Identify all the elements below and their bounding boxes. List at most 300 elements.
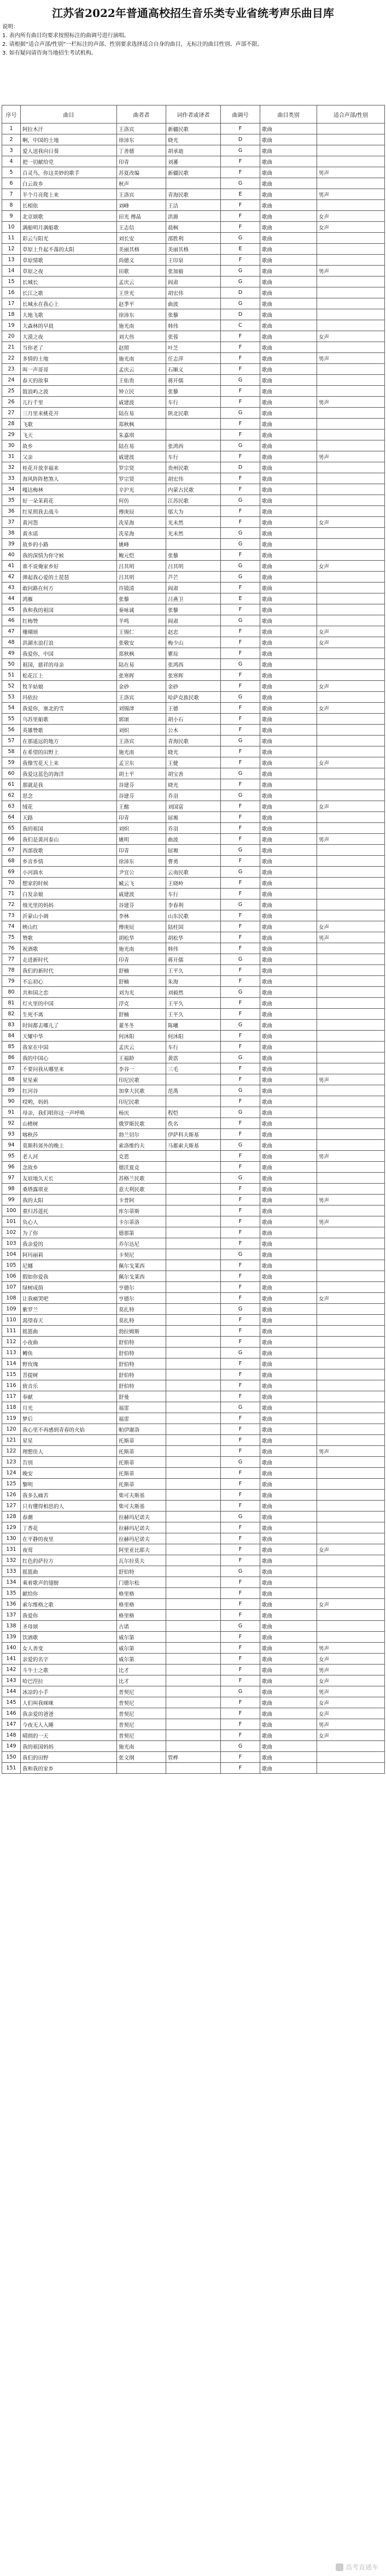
category: 歌曲 <box>260 1173 317 1184</box>
key: G <box>221 1402 260 1413</box>
composer: 帕伊谢洛 <box>117 1424 166 1435</box>
key: F <box>221 1632 260 1643</box>
voice-part <box>317 320 385 331</box>
table-row <box>2 1118 385 1129</box>
key: G <box>221 145 260 156</box>
category: 歌曲 <box>260 856 317 867</box>
table-row <box>2 943 385 954</box>
composer: 谷建芬 <box>117 899 166 910</box>
composer: 姚峰 <box>117 539 166 550</box>
lyricist <box>166 1184 221 1195</box>
key: G <box>221 1020 260 1031</box>
voice-part <box>317 1533 385 1544</box>
composer: 印青 <box>117 156 166 167</box>
composer: 格里格 <box>117 1599 166 1610</box>
category: 歌曲 <box>260 145 317 156</box>
category: 歌曲 <box>260 353 317 364</box>
table-row <box>2 1063 385 1074</box>
key: G <box>221 539 260 550</box>
composer: 张文纲 <box>117 1752 166 1763</box>
category: 歌曲 <box>260 1599 317 1610</box>
row-number: 112 <box>2 1337 21 1348</box>
song-title: 哎哟，妈妈 <box>21 1096 117 1107</box>
key: F <box>221 473 260 484</box>
table-row <box>2 1129 385 1140</box>
voice-part <box>317 1588 385 1599</box>
key: G <box>221 615 260 626</box>
voice-part <box>317 419 385 430</box>
table-row <box>2 430 385 440</box>
lyricist: 山东民歌 <box>166 910 221 921</box>
category: 歌曲 <box>260 626 317 637</box>
row-number: 146 <box>2 1708 21 1719</box>
key: F <box>221 1588 260 1599</box>
voice-part <box>317 725 385 736</box>
table-row <box>2 189 385 200</box>
row-number: 68 <box>2 856 21 867</box>
key: F <box>221 430 260 440</box>
row-number: 77 <box>2 954 21 965</box>
key: F <box>221 583 260 593</box>
key: G <box>221 845 260 856</box>
row-number: 59 <box>2 757 21 768</box>
lyricist <box>166 1665 221 1675</box>
song-title: 海风阵阵愁煞人 <box>21 473 117 484</box>
lyricist: 阎肃 <box>166 583 221 593</box>
key: F <box>221 1479 260 1490</box>
table-row <box>2 1052 385 1063</box>
table-row <box>2 1544 385 1555</box>
category: 歌曲 <box>260 1402 317 1413</box>
table-row <box>2 1162 385 1173</box>
song-title: 祖国，慈祥的母亲 <box>21 659 117 670</box>
table-row <box>2 287 385 298</box>
key: F <box>221 1708 260 1719</box>
key: F <box>221 1162 260 1173</box>
table-row <box>2 1391 385 1402</box>
composer: 托斯蒂 <box>117 1457 166 1468</box>
key: F <box>221 1282 260 1293</box>
table-row <box>2 211 385 222</box>
song-title: 不忘初心 <box>21 976 117 987</box>
voice-part <box>317 1107 385 1118</box>
category: 歌曲 <box>260 255 317 266</box>
composer: 印青 <box>117 954 166 965</box>
song-title: 草原上升起不落的太阳 <box>21 244 117 255</box>
key: C <box>221 320 260 331</box>
song-title: 北京颂歌 <box>21 211 117 222</box>
table-row <box>2 386 385 397</box>
lyricist <box>166 1435 221 1446</box>
category: 歌曲 <box>260 200 317 211</box>
voice-part: 女声 <box>317 637 385 648</box>
row-number: 52 <box>2 681 21 692</box>
table-row <box>2 670 385 681</box>
table-row <box>2 266 385 277</box>
voice-part: 女声 <box>317 626 385 637</box>
category: 歌曲 <box>260 1031 317 1042</box>
song-title: 牧羊姑娘 <box>21 681 117 692</box>
row-number: 29 <box>2 430 21 440</box>
table-row <box>2 1085 385 1096</box>
lyricist: 光未然 <box>166 528 221 539</box>
category: 歌曲 <box>260 954 317 965</box>
voice-part <box>317 506 385 517</box>
row-number: 124 <box>2 1468 21 1479</box>
category: 歌曲 <box>260 736 317 746</box>
table-row <box>2 255 385 266</box>
key: F <box>221 637 260 648</box>
voice-part <box>317 1031 385 1042</box>
category: 歌曲 <box>260 178 317 189</box>
row-number: 130 <box>2 1533 21 1544</box>
lyricist <box>166 1195 221 1205</box>
category: 歌曲 <box>260 703 317 714</box>
category: 歌曲 <box>260 331 317 342</box>
voice-part <box>317 910 385 921</box>
song-title: 灯火里的中国 <box>21 998 117 1009</box>
song-title: 映山红 <box>21 921 117 932</box>
composer: 辛沪光 <box>117 484 166 495</box>
row-number: 108 <box>2 1293 21 1304</box>
category: 歌曲 <box>260 801 317 812</box>
composer: 莫扎特 <box>117 1315 166 1326</box>
row-number: 89 <box>2 1085 21 1096</box>
song-title: 山楂树 <box>21 1118 117 1129</box>
key: F <box>221 725 260 736</box>
voice-part <box>317 156 385 167</box>
voice-part <box>317 1315 385 1326</box>
lyricist <box>166 1566 221 1577</box>
song-title: 乌苏里船歌 <box>21 714 117 725</box>
category: 歌曲 <box>260 921 317 932</box>
composer: 拉赫玛尼诺夫 <box>117 1512 166 1522</box>
category: 歌曲 <box>260 1380 317 1391</box>
song-title: 草原之夜 <box>21 266 117 277</box>
key: F <box>221 200 260 211</box>
table-row <box>2 856 385 867</box>
key: F <box>221 1522 260 1533</box>
key: D <box>221 462 260 473</box>
row-number: 92 <box>2 1118 21 1129</box>
composer: 胡松华 <box>117 932 166 943</box>
composer: 勃兰切尔 <box>117 1129 166 1140</box>
voice-part <box>317 309 385 320</box>
key: G <box>221 867 260 878</box>
key: F <box>221 517 260 528</box>
song-title: 桂花开放幸福来 <box>21 462 117 473</box>
row-number: 103 <box>2 1238 21 1249</box>
song-title: 绿树成荫 <box>21 1282 117 1293</box>
composer: 刘峰 <box>117 200 166 211</box>
composer: 索洛维约夫 <box>117 1140 166 1151</box>
song-title: 我像雪花天上来 <box>21 757 117 768</box>
row-number: 34 <box>2 484 21 495</box>
key: F <box>221 123 260 134</box>
category: 歌曲 <box>260 1162 317 1173</box>
category: 歌曲 <box>260 1719 317 1730</box>
composer: 吕其明 <box>117 561 166 572</box>
row-number: 85 <box>2 1042 21 1052</box>
voice-part <box>317 878 385 889</box>
key: G <box>221 440 260 451</box>
row-number: 80 <box>2 987 21 998</box>
voice-part <box>317 1118 385 1129</box>
key: F <box>221 626 260 637</box>
table-row <box>2 583 385 593</box>
table-row <box>2 1577 385 1588</box>
table-row <box>2 1522 385 1533</box>
song-title: 彩云与阳光 <box>21 233 117 244</box>
row-number: 144 <box>2 1686 21 1697</box>
composer: 柴可夫斯基 <box>117 1501 166 1512</box>
key: F <box>221 1577 260 1588</box>
composer: 秋声 <box>117 178 166 189</box>
table-row <box>2 298 385 309</box>
category: 歌曲 <box>260 648 317 659</box>
category: 歌曲 <box>260 189 317 200</box>
category: 歌曲 <box>260 419 317 430</box>
row-number: 133 <box>2 1566 21 1577</box>
song-title: 索尔维格之歌 <box>21 1599 117 1610</box>
voice-part <box>317 746 385 757</box>
key: F <box>221 1031 260 1042</box>
voice-part <box>317 823 385 834</box>
table-row <box>2 1282 385 1293</box>
table-row <box>2 462 385 473</box>
song-title: 人们叫我咪咪 <box>21 1697 117 1708</box>
composer: 克恩 <box>117 1151 166 1162</box>
lyricist <box>166 1282 221 1293</box>
lyricist: 贵州民歌 <box>166 462 221 473</box>
key: D <box>221 134 260 145</box>
table-row <box>2 1304 385 1315</box>
table-row <box>2 1227 385 1238</box>
song-title: 黎明 <box>21 1479 117 1490</box>
category: 歌曲 <box>260 1326 317 1337</box>
song-title: 在那遥远的地方 <box>21 736 117 746</box>
category: 歌曲 <box>260 495 317 506</box>
song-title: 时间都去哪儿了 <box>21 1020 117 1031</box>
row-number: 4 <box>2 156 21 167</box>
lyricist: 蒋开儒 <box>166 954 221 965</box>
voice-part <box>317 462 385 473</box>
table-row <box>2 178 385 189</box>
composer: 谷建芬 <box>117 790 166 801</box>
song-title: 红梅赞 <box>21 615 117 626</box>
composer: 舒伯特 <box>117 1380 166 1391</box>
lyricist <box>166 1522 221 1533</box>
voice-part <box>317 1741 385 1752</box>
voice-part <box>317 899 385 910</box>
category: 歌曲 <box>260 670 317 681</box>
voice-part <box>317 583 385 593</box>
table-row <box>2 1533 385 1544</box>
category: 歌曲 <box>260 725 317 736</box>
row-number: 55 <box>2 714 21 725</box>
lyricist <box>166 1501 221 1512</box>
key: F <box>221 397 260 408</box>
category: 歌曲 <box>260 1697 317 1708</box>
category: 歌曲 <box>260 1020 317 1031</box>
composer: 舒曼 <box>117 1391 166 1402</box>
table-row <box>2 1151 385 1162</box>
song-title: 友谊地久天长 <box>21 1173 117 1184</box>
voice-part <box>317 648 385 659</box>
row-number: 106 <box>2 1271 21 1282</box>
key: F <box>221 451 260 462</box>
voice-part <box>317 736 385 746</box>
voice-part <box>317 550 385 561</box>
voice-part <box>317 965 385 976</box>
song-title: 小夜曲 <box>21 1337 117 1348</box>
key: G <box>221 954 260 965</box>
table-row <box>2 1610 385 1621</box>
row-number: 76 <box>2 943 21 954</box>
key: F <box>221 757 260 768</box>
row-number: 141 <box>2 1654 21 1665</box>
table-row <box>2 1260 385 1271</box>
key: F <box>221 1610 260 1621</box>
table-row <box>2 1730 385 1741</box>
lyricist <box>166 1096 221 1107</box>
key: F <box>221 1358 260 1369</box>
category: 歌曲 <box>260 987 317 998</box>
table-row <box>2 1358 385 1369</box>
table-row <box>2 244 385 255</box>
composer: 俄罗斯民歌 <box>117 1118 166 1129</box>
lyricist <box>166 1588 221 1599</box>
category: 歌曲 <box>260 462 317 473</box>
row-number: 48 <box>2 637 21 648</box>
composer: 孟庆云 <box>117 364 166 375</box>
category: 歌曲 <box>260 1577 317 1588</box>
key: G <box>221 178 260 189</box>
category: 歌曲 <box>260 298 317 309</box>
table-row <box>2 867 385 878</box>
composer: 刘锡津 <box>117 703 166 714</box>
row-number: 114 <box>2 1358 21 1369</box>
table-row <box>2 473 385 484</box>
table-row <box>2 1074 385 1085</box>
key: G <box>221 736 260 746</box>
lyricist: 晓光 <box>166 779 221 790</box>
voice-part <box>317 779 385 790</box>
song-title: 在平静的夜里 <box>21 1533 117 1544</box>
category: 歌曲 <box>260 768 317 779</box>
key: F <box>221 1490 260 1501</box>
voice-part <box>317 1752 385 1763</box>
category: 歌曲 <box>260 1260 317 1271</box>
lyricist: 瞿琮 <box>166 648 221 659</box>
lyricist <box>166 539 221 550</box>
key: F <box>221 648 260 659</box>
table-row <box>2 1654 385 1665</box>
composer: 格里格 <box>117 1610 166 1621</box>
composer: 刘炽 <box>117 823 166 834</box>
voice-part <box>317 867 385 878</box>
table-row <box>2 889 385 899</box>
song-title: 桑塔露琪亚 <box>21 1184 117 1195</box>
note-item: 2. 请根据“适合声部/性别”一栏标注的声部、性别要求选择适合自身的曲目，无标注的曲目性别、声部不限。 <box>2 42 263 48</box>
category: 歌曲 <box>260 211 317 222</box>
category: 歌曲 <box>260 714 317 725</box>
song-title: 红河谷 <box>21 1085 117 1096</box>
key: G <box>221 1085 260 1096</box>
song-title: 让我痛哭吧 <box>21 1293 117 1304</box>
key: G <box>221 1457 260 1468</box>
row-number: 73 <box>2 910 21 921</box>
voice-part: 男声 <box>317 167 385 178</box>
row-number: 45 <box>2 604 21 615</box>
key: F <box>221 703 260 714</box>
voice-part: 男声 <box>317 1216 385 1227</box>
voice-part <box>317 1282 385 1293</box>
note-item: 3. 如有疑问请咨询当地招生考试机构。 <box>2 50 97 56</box>
song-title: 飞天 <box>21 430 117 440</box>
voice-part <box>317 692 385 703</box>
col-header-voice: 适合声部/性别 <box>317 105 385 123</box>
lyricist <box>166 1424 221 1435</box>
composer: 赵季平 <box>117 298 166 309</box>
table-row <box>2 1719 385 1730</box>
key: F <box>221 714 260 725</box>
song-title: 摇篮曲 <box>21 1566 117 1577</box>
composer: 普契尼 <box>117 1697 166 1708</box>
song-title: 亲爱的名字 <box>21 1654 117 1665</box>
row-number: 86 <box>2 1052 21 1063</box>
voice-part: 女声 <box>317 1599 385 1610</box>
lyricist: 胡小石 <box>166 714 221 725</box>
row-number: 147 <box>2 1719 21 1730</box>
key: F <box>221 1369 260 1380</box>
row-number: 21 <box>2 342 21 353</box>
song-title: 我亲爱的爸爸 <box>21 1708 117 1719</box>
composer: 施光南 <box>117 943 166 954</box>
voice-part <box>317 1140 385 1151</box>
row-number: 101 <box>2 1216 21 1227</box>
lyricist: 胡承迪 <box>166 145 221 156</box>
song-title: 理想佳人 <box>21 1446 117 1457</box>
lyricist: 范禹 <box>166 1085 221 1096</box>
key: G <box>221 233 260 244</box>
table-row <box>2 790 385 801</box>
key: F <box>221 976 260 987</box>
song-title: 共和国之恋 <box>21 987 117 998</box>
composer: 托斯蒂 <box>117 1446 166 1457</box>
row-number: 57 <box>2 736 21 746</box>
voice-part: 女声 <box>317 331 385 342</box>
row-number: 9 <box>2 211 21 222</box>
row-number: 129 <box>2 1522 21 1533</box>
col-header-no: 序号 <box>2 105 21 123</box>
lyricist <box>166 1249 221 1260</box>
row-number: 113 <box>2 1348 21 1358</box>
category: 歌曲 <box>260 156 317 167</box>
key: F <box>221 1326 260 1337</box>
song-title: 我爱你 <box>21 1610 117 1621</box>
row-number: 46 <box>2 615 21 626</box>
row-number: 18 <box>2 309 21 320</box>
table-row <box>2 506 385 517</box>
voice-part <box>317 408 385 419</box>
composer: 舒伯特 <box>117 1358 166 1369</box>
category: 歌曲 <box>260 1052 317 1063</box>
voice-part <box>317 1009 385 1020</box>
song-title: 我的祖国妈妈 <box>21 1741 117 1752</box>
watermark-text: 高考直通车 <box>345 2563 378 2571</box>
lyricist: 朱海 <box>166 976 221 987</box>
